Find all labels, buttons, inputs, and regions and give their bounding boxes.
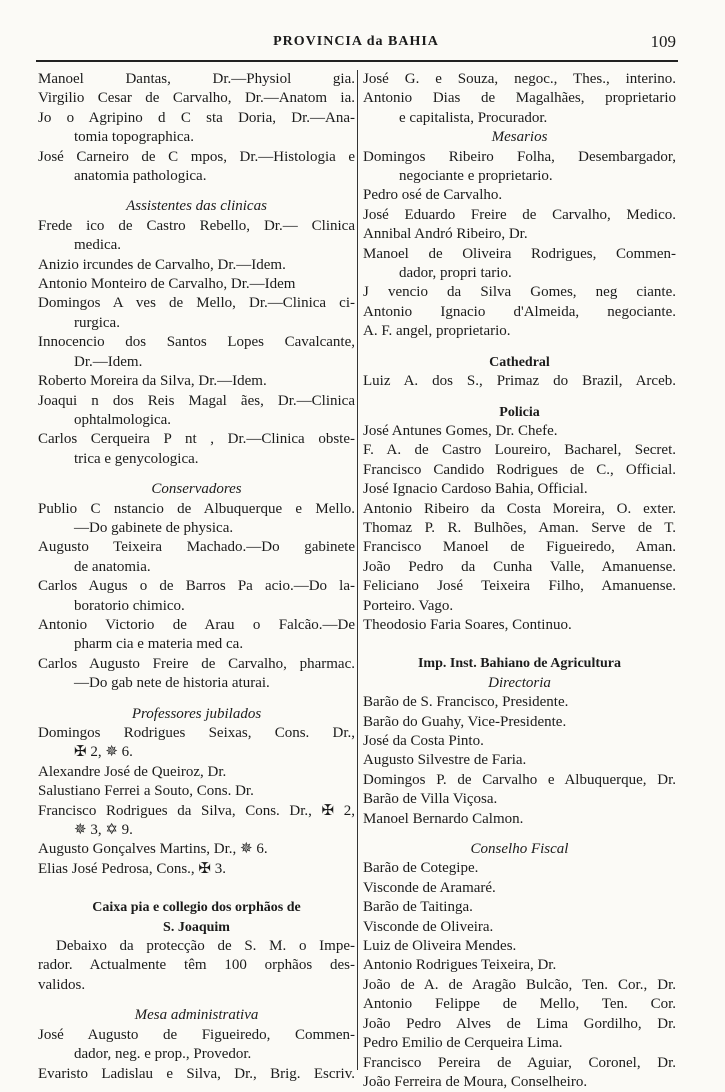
text-line: Elias José Pedrosa, Cons., ✠ 3. bbox=[38, 860, 226, 877]
text-line: Carlos Cerqueira P nt , Dr.—Clinica obste- bbox=[38, 431, 355, 448]
text-line: Domingos Ribeiro Folha, Desembargador, bbox=[363, 148, 676, 165]
text-line: Antonio Victorio de Arau o Falcão.—De bbox=[38, 616, 355, 633]
text-line: Antonio Dias de Magalhães, proprietario bbox=[363, 90, 676, 107]
text-line: Francisco Candido Rodrigues de C., Official. bbox=[363, 461, 676, 478]
text-line: A. F. angel, proprietario. bbox=[363, 323, 511, 340]
text-line: e capitalista, Procurador. bbox=[399, 109, 548, 126]
heading-imp-inst: Imp. Inst. Bahiano de Agricultura bbox=[417, 656, 622, 672]
text-line: ✵ 3, ✡ 9. bbox=[74, 822, 133, 839]
column-divider bbox=[357, 70, 358, 1070]
text-line: Theodosio Faria Soares, Continuo. bbox=[363, 616, 572, 633]
text-line: dador, propri tario. bbox=[399, 265, 512, 282]
text-line: Frede ico de Castro Rebello, Dr.— Clinica bbox=[38, 217, 355, 234]
text-line: José da Costa Pinto. bbox=[363, 733, 484, 749]
text-line: Barão de Taitinga. bbox=[363, 899, 473, 916]
text-line: João Pedro Alves de Lima Gordilho, Dr. bbox=[363, 1015, 676, 1032]
heading-caixa-pia: Caixa pia e collegio dos orphãos de bbox=[92, 900, 301, 916]
text-line: Barão de Villa Viçosa. bbox=[363, 791, 498, 808]
section-title-mesa: Mesa administrativa bbox=[134, 1007, 259, 1024]
text-line: pharm cia e materia med ca. bbox=[74, 636, 244, 653]
text-line: Manoel de Oliveira Rodrigues, Commen- bbox=[363, 245, 676, 262]
text-line: Alexandre José de Queiroz, Dr. bbox=[38, 763, 227, 780]
text-line: tomia topographica. bbox=[74, 129, 194, 146]
text-line: Carlos Augus o de Barros Pa acio.—Do la- bbox=[38, 578, 355, 595]
section-title-conservadores: Conservadores bbox=[151, 481, 242, 498]
text-line: Dr.—Idem. bbox=[74, 353, 143, 370]
heading-cathedral: Cathedral bbox=[489, 354, 550, 370]
header-rule bbox=[36, 60, 678, 62]
text-line: Francisco Manoel de Figueiredo, Aman. bbox=[363, 539, 676, 556]
text-line: Debaixo da protecção de S. M. o Impe- bbox=[56, 938, 355, 955]
text-line: José Ignacio Cardoso Bahia, Official. bbox=[363, 481, 588, 498]
left-column bbox=[38, 70, 355, 1084]
text-line: Barão do Guahy, Vice-Presidente. bbox=[363, 713, 567, 730]
text-line: Thomaz P. R. Bulhões, Aman. Serve de T. bbox=[363, 519, 676, 536]
text-line: ophtalmologica. bbox=[74, 411, 172, 428]
text-line: Annibal Andró Ribeiro, Dr. bbox=[363, 226, 528, 243]
text-line: Pedro osé de Carvalho. bbox=[363, 187, 503, 204]
text-line: Joaqui n dos Reis Magal ães, Dr.—Clinica bbox=[38, 392, 355, 409]
text-line: J vencio da Silva Gomes, neg ciante. bbox=[363, 284, 676, 301]
section-title-jubilados: Professores jubilados bbox=[131, 705, 262, 722]
text-line: José Eduardo Freire de Carvalho, Medico. bbox=[363, 206, 676, 223]
text-line: dador, neg. e prop., Provedor. bbox=[74, 1046, 252, 1063]
section-title-directoria: Directoria bbox=[488, 674, 551, 691]
text-line: Augusto Gonçalves Martins, Dr., ✵ 6. bbox=[38, 841, 268, 858]
text-line: Carlos Augusto Freire de Carvalho, pharmac. bbox=[38, 655, 355, 672]
text-line: Innocencio dos Santos Lopes Cavalcante, bbox=[38, 334, 355, 351]
text-line: Anizio ircundes de Carvalho, Dr.—Idem. bbox=[38, 256, 286, 273]
section-title-conselho-fiscal: Conselho Fiscal bbox=[470, 841, 569, 858]
text-line: João Pedro da Cunha Valle, Amanuense. bbox=[363, 558, 676, 575]
running-title: PROVINCIA da BAHIA bbox=[273, 34, 439, 49]
text-line: Evaristo Ladislau e Silva, Dr., Brig. Escriv. bbox=[38, 1065, 355, 1082]
text-line: Luiz de Oliveira Mendes. bbox=[363, 938, 517, 955]
text-line: anatomia pathologica. bbox=[74, 168, 207, 185]
text-line: medica. bbox=[74, 237, 122, 254]
text-line: Barão de S. Francisco, Presidente. bbox=[363, 694, 569, 711]
text-line: Feliciano José Teixeira Filho, Amanuense. bbox=[363, 578, 676, 595]
text-line: João de A. de Aragão Bulcão, Ten. Cor., Dr. bbox=[363, 976, 676, 993]
text-line: Francisco Pereira de Aguiar, Coronel, Dr. bbox=[363, 1054, 676, 1071]
text-line: Virgilio Cesar de Carvalho, Dr.—Anatom ia. bbox=[38, 90, 355, 107]
heading-caixa-pia-sub: S. Joaquim bbox=[163, 919, 230, 935]
section-title-mesarios: Mesarios bbox=[491, 129, 548, 146]
text-line: Manoel Dantas, Dr.—Physiol gia. bbox=[38, 71, 355, 87]
text-line: F. A. de Castro Loureiro, Bacharel, Secret. bbox=[363, 442, 676, 459]
text-line: Salustiano Ferrei a Souto, Cons. Dr. bbox=[38, 783, 254, 800]
text-line: Manoel Bernardo Calmon. bbox=[363, 810, 524, 827]
text-line: José Augusto de Figueiredo, Commen- bbox=[38, 1026, 355, 1043]
text-line: Augusto Silvestre de Faria. bbox=[363, 752, 527, 769]
text-line: Porteiro. Vago. bbox=[363, 597, 454, 614]
page-number: 109 bbox=[650, 32, 676, 51]
text-line: —Do gabinete de physica. bbox=[74, 519, 234, 536]
text-line: Publio C nstancio de Albuquerque e Mello. bbox=[38, 500, 355, 517]
text-line: Roberto Moreira da Silva, Dr.—Idem. bbox=[38, 373, 267, 390]
text-line: negociante e proprietario. bbox=[399, 168, 553, 185]
text-line: rador. Actualmente têm 100 orphãos des- bbox=[38, 957, 355, 974]
text-line: José Antunes Gomes, Dr. Chefe. bbox=[363, 422, 558, 439]
text-line: rurgica. bbox=[74, 314, 120, 331]
text-line: Barão de Cotegipe. bbox=[363, 860, 479, 877]
text-line: boratorio chimico. bbox=[74, 597, 185, 614]
text-line: Augusto Teixeira Machado.—Do gabinete bbox=[38, 539, 355, 556]
text-line: Luiz A. dos S., Primaz do Brazil, Arceb. bbox=[363, 373, 676, 390]
text-line: Domingos A ves de Mello, Dr.—Clinica ci- bbox=[38, 295, 355, 312]
text-line: Antonio Rodrigues Teixeira, Dr. bbox=[363, 957, 557, 974]
text-line: José Carneiro de C mpos, Dr.—Histologia e bbox=[38, 148, 355, 165]
text-line: —Do gab nete de historia aturai. bbox=[74, 675, 270, 692]
text-line: Antonio Monteiro de Carvalho, Dr.—Idem bbox=[38, 276, 296, 293]
text-line: Antonio Felippe de Mello, Ten. Cor. bbox=[363, 996, 676, 1013]
text-line: Antonio Ignacio d'Almeida, negociante. bbox=[363, 303, 676, 320]
text-line: validos. bbox=[38, 976, 86, 993]
text-line: Antonio Ribeiro da Costa Moreira, O. exter. bbox=[363, 500, 676, 517]
text-line: Francisco Rodrigues da Silva, Cons. Dr., ✠ 2, bbox=[38, 802, 355, 819]
right-column bbox=[363, 70, 676, 1092]
text-line: João Ferreira de Moura, Conselheiro. bbox=[363, 1073, 588, 1090]
text-line: Domingos Rodrigues Seixas, Cons. Dr., bbox=[38, 725, 355, 741]
text-line: trica e genycologica. bbox=[74, 450, 199, 467]
section-title-assistentes: Assistentes das clinicas bbox=[126, 198, 267, 215]
page-header bbox=[36, 32, 676, 56]
text-line: Visconde de Aramaré. bbox=[363, 879, 496, 896]
text-line: ✠ 2, ✵ 6. bbox=[74, 744, 133, 761]
text-line: Pedro Emilio de Cerqueira Lima. bbox=[363, 1035, 563, 1052]
text-line: Visconde de Oliveira. bbox=[363, 918, 494, 935]
text-line: de anatomia. bbox=[74, 558, 151, 575]
text-line: José G. e Souza, negoc., Thes., interino. bbox=[363, 71, 676, 87]
heading-policia: Policia bbox=[499, 404, 540, 420]
text-line: Jo o Agripino d C sta Doria, Dr.—Ana- bbox=[38, 109, 355, 126]
text-line: Domingos P. de Carvalho e Albuquerque, Dr. bbox=[363, 771, 676, 788]
